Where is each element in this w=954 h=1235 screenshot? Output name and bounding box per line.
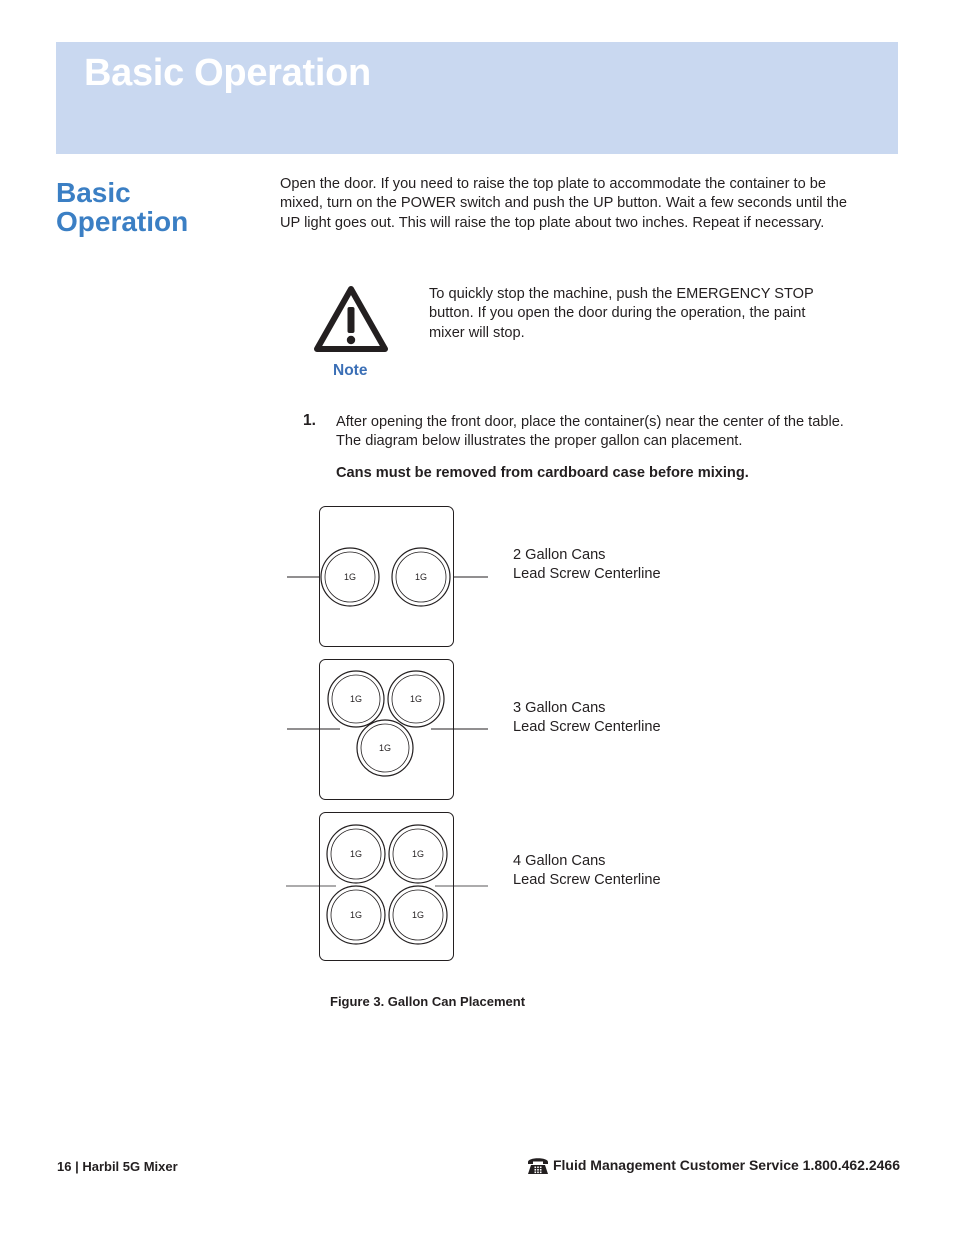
warning-triangle-icon: [313, 285, 389, 353]
gallon-can: [328, 671, 384, 727]
three-can-label-line2: Lead Screw Centerline: [513, 719, 661, 735]
step-text: After opening the front door, place the container(s) near the center of the table. The diagram below illustrates the proper gallon can placement.: [336, 414, 844, 450]
can-label: 1G: [411, 910, 425, 920]
footer-contact: [526, 1155, 900, 1175]
step-number: 1.: [303, 412, 316, 429]
footer-page-info: 16 | Harbil 5G Mixer: [57, 1159, 178, 1174]
note-text: To quickly stop the machine, push the EMERGENCY STOP button. If you open the door during the operation, the paint mixer will stop.: [429, 286, 814, 341]
can-label: 1G: [349, 694, 363, 704]
gallon-can: [392, 548, 450, 606]
can-label: 1G: [349, 849, 363, 859]
three-can-label: [513, 699, 753, 737]
can-placement-diagram: [284, 505, 494, 963]
four-can-label-line2: Lead Screw Centerline: [513, 872, 661, 888]
header-banner: [56, 42, 898, 154]
phone-icon: [526, 1155, 550, 1175]
section-title: [56, 178, 256, 236]
gallon-can: [388, 671, 444, 727]
can-label: 1G: [378, 743, 392, 753]
four-can-label: [513, 852, 753, 890]
gallon-can: [389, 825, 447, 883]
note-label: Note: [333, 362, 368, 379]
figure-caption: Figure 3. Gallon Can Placement: [330, 994, 526, 1009]
gallon-can: [321, 548, 379, 606]
step-warning-text: Cans must be removed from cardboard case before mixing.: [336, 465, 749, 481]
four-can-label-line1: 4 Gallon Cans: [513, 853, 606, 869]
gallon-can: [389, 886, 447, 944]
gallon-can: [327, 825, 385, 883]
section-title-line1: Basic: [56, 177, 131, 208]
page-title: Basic Operation: [84, 52, 371, 94]
can-label: 1G: [343, 572, 357, 582]
three-can-panel: [287, 660, 488, 800]
can-label: 1G: [414, 572, 428, 582]
two-can-panel: [287, 507, 488, 647]
can-label: 1G: [409, 694, 423, 704]
section-title-line2: Operation: [56, 206, 189, 237]
gallon-can: [327, 886, 385, 944]
four-can-panel: [286, 813, 488, 961]
intro-paragraph: Open the door. If you need to raise the top plate to accommodate the container to be mixed, turn on the POWER switch and push the UP button. Wait a few seconds until the UP light goes out. This will raise the top plate about two inches. Repeat if necessary.: [280, 176, 848, 231]
can-label: 1G: [349, 910, 363, 920]
two-can-label-line1: 2 Gallon Cans: [513, 547, 606, 563]
gallon-can: [357, 720, 413, 776]
footer-contact-text: Fluid Management Customer Service 1.800.462.2466: [552, 1157, 900, 1173]
two-can-label-line2: Lead Screw Centerline: [513, 566, 661, 582]
two-can-label: [513, 546, 753, 584]
can-label: 1G: [411, 849, 425, 859]
three-can-label-line1: 3 Gallon Cans: [513, 700, 606, 716]
